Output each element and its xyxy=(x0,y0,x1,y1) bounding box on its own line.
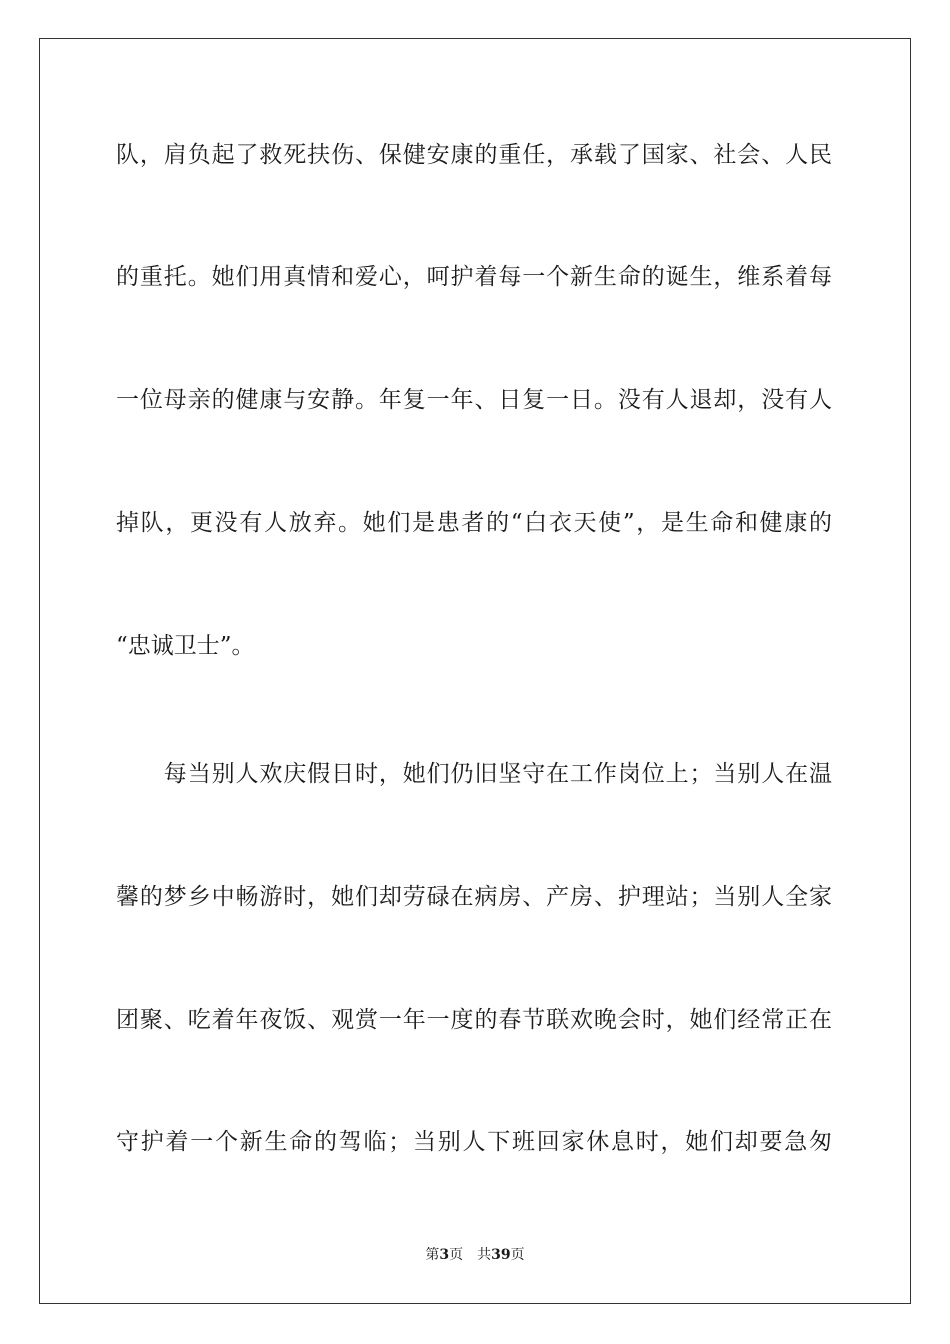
total-pages: 39 xyxy=(491,1247,511,1263)
page-border xyxy=(39,38,911,1304)
text-line-4: 掉队，更没有人放弃。她们是患者的“白衣天使”，是生命和健康的 xyxy=(116,510,832,536)
page-suffix: 页 xyxy=(449,1247,464,1263)
page-prefix: 第 xyxy=(425,1247,440,1263)
page-number: 3 xyxy=(439,1247,450,1263)
page-footer xyxy=(0,1246,950,1264)
text-line-5: “忠诚卫士”。 xyxy=(116,633,255,659)
text-line-1: 队，肩负起了救死扶伤、保健安康的重任，承载了国家、社会、人民 xyxy=(116,142,832,168)
total-prefix: 共 xyxy=(477,1247,492,1263)
text-line-6: 每当别人欢庆假日时，她们仍旧坚守在工作岗位上；当别人在温 xyxy=(116,761,832,787)
text-line-9: 守护着一个新生命的驾临；当别人下班回家休息时，她们却要急匆 xyxy=(116,1129,832,1155)
text-line-3: 一位母亲的健康与安静。年复一年、日复一日。没有人退却，没有人 xyxy=(116,387,832,413)
text-line-7: 馨的梦乡中畅游时，她们却劳碌在病房、产房、护理站；当别人全家 xyxy=(116,884,832,910)
text-line-2: 的重托。她们用真情和爱心，呵护着每一个新生命的诞生，维系着每 xyxy=(116,264,832,290)
total-suffix: 页 xyxy=(510,1247,525,1263)
text-line-8: 团聚、吃着年夜饭、观赏一年一度的春节联欢晚会时，她们经常正在 xyxy=(116,1007,832,1033)
